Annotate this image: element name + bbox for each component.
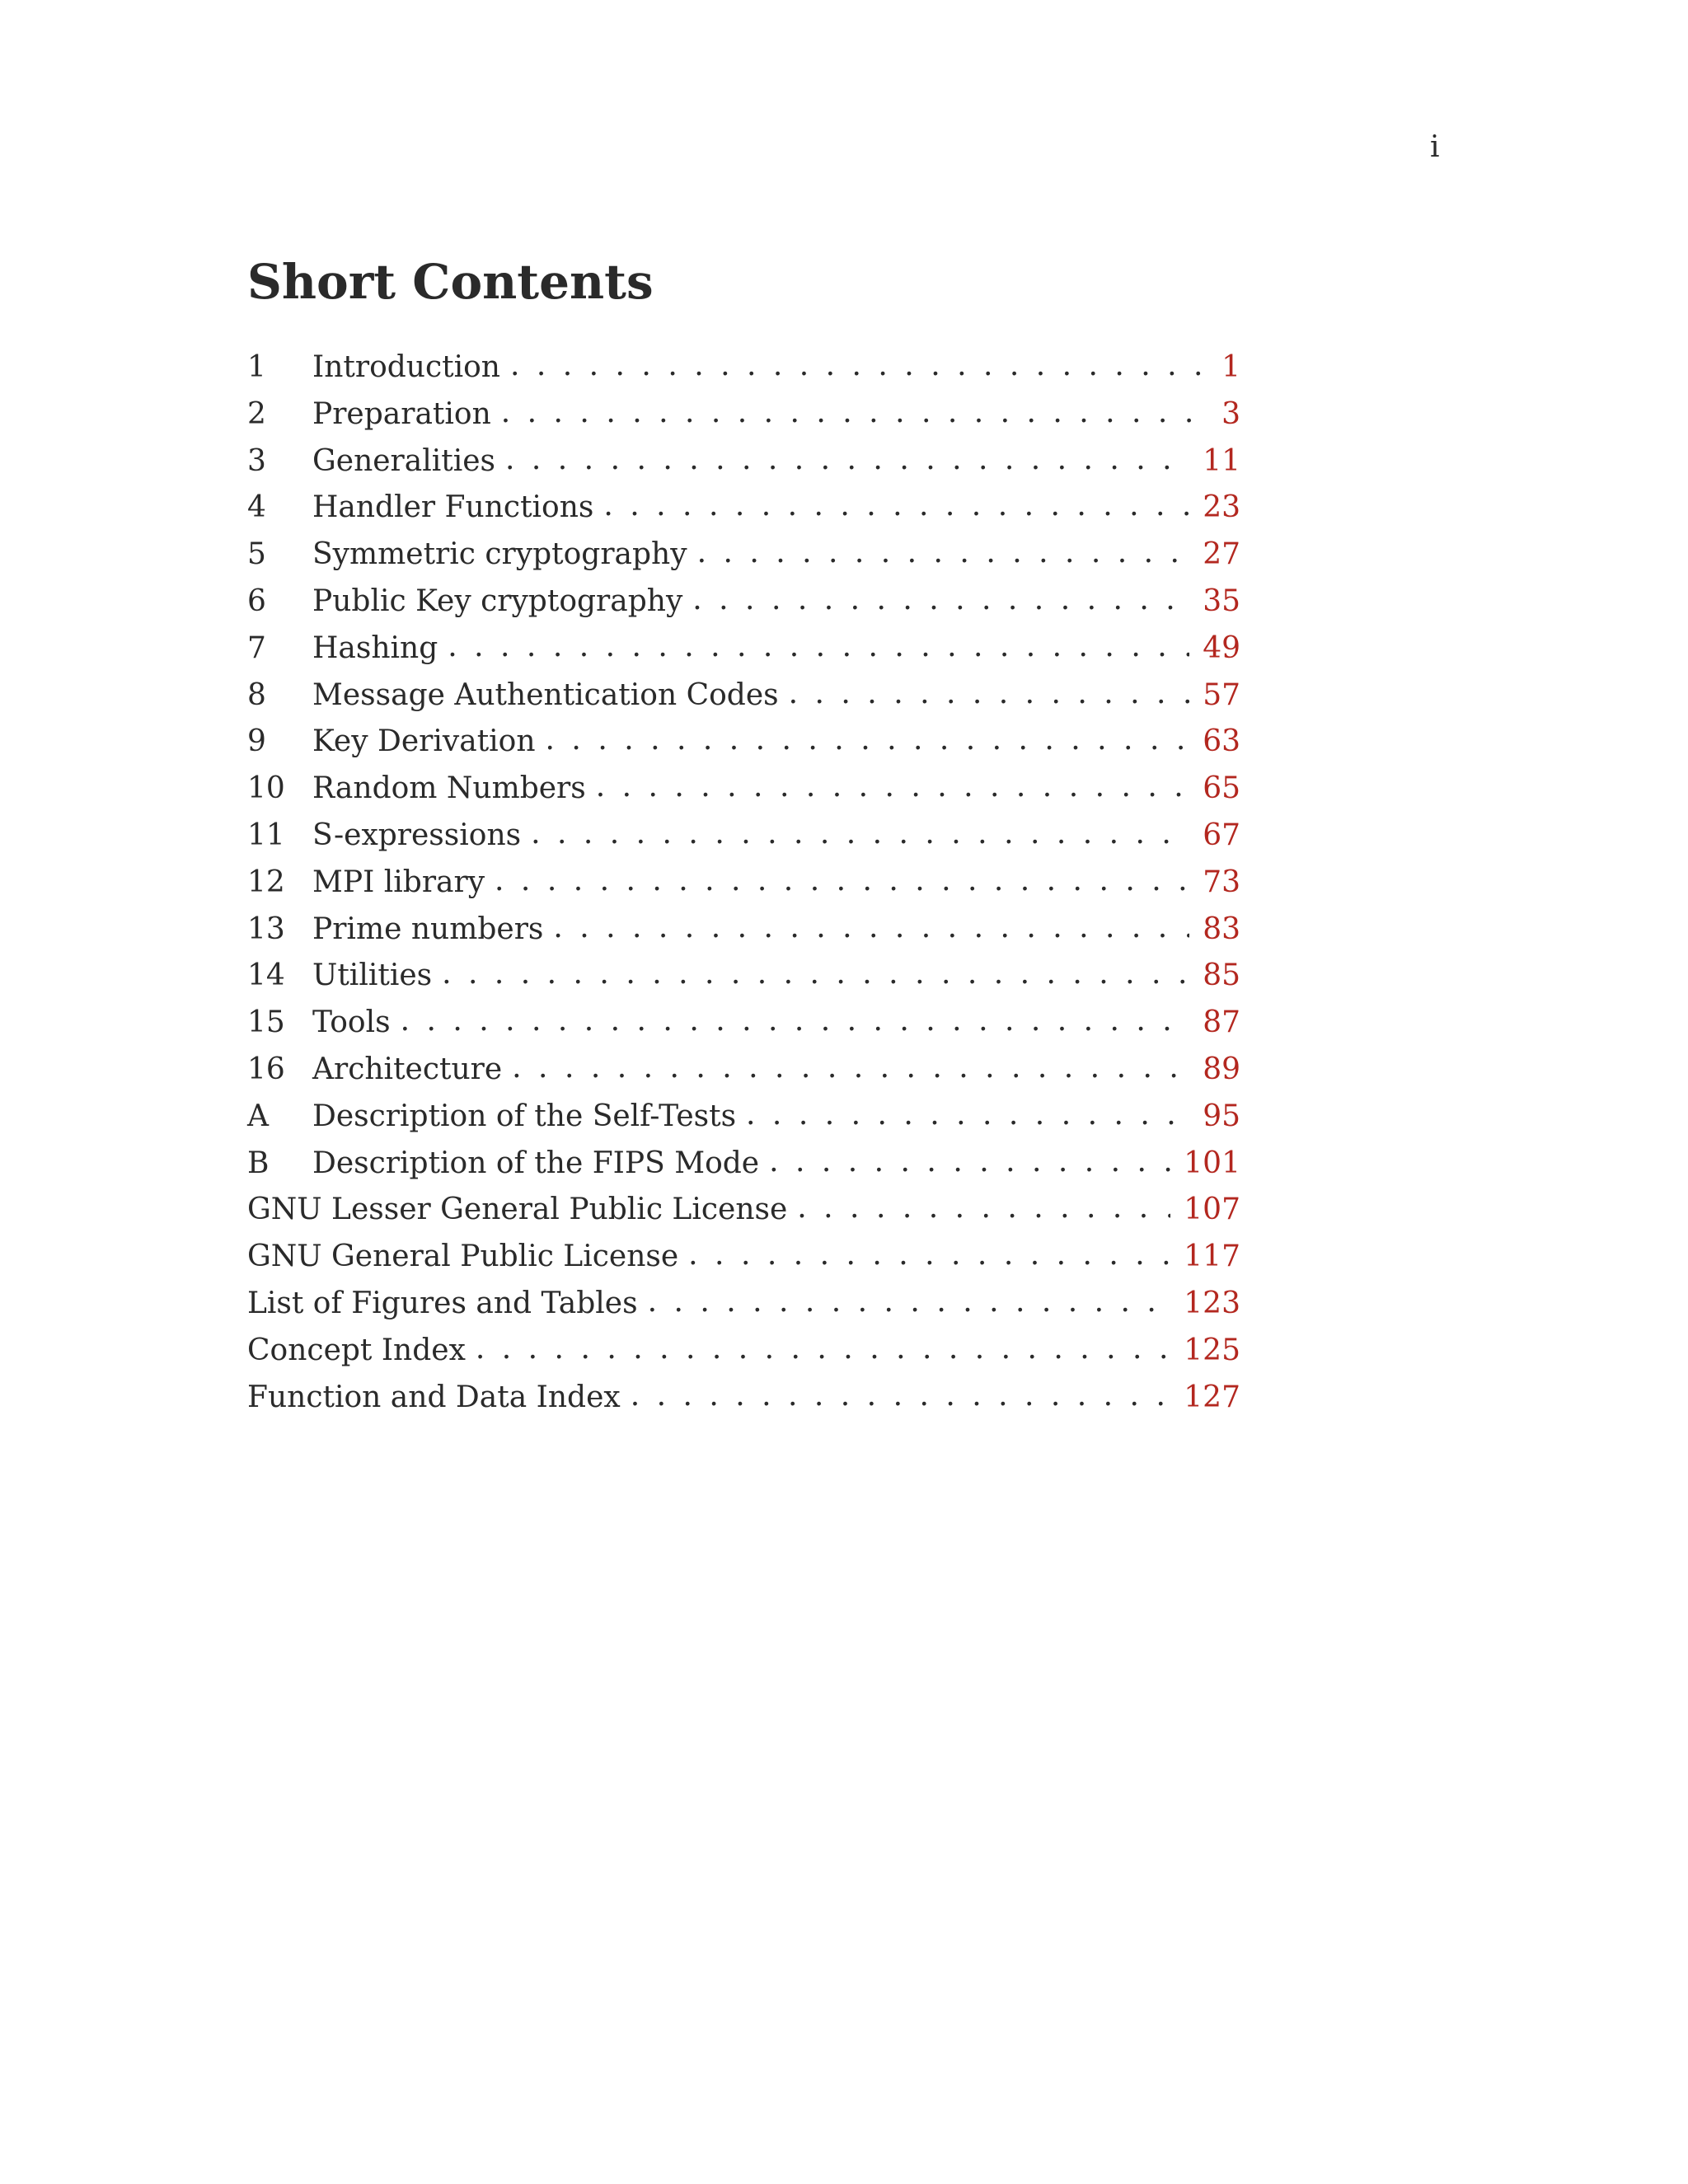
dot-leader: [495, 858, 1189, 905]
toc-entry-title: Public Key cryptography: [312, 583, 683, 618]
dot-leader: [512, 1045, 1189, 1092]
toc-entry-page-link[interactable]: 85: [1203, 958, 1240, 993]
toc-entry[interactable]: [247, 1234, 1240, 1281]
toc-entry-page-link[interactable]: 73: [1203, 865, 1240, 899]
toc-entry-page-link[interactable]: 83: [1203, 912, 1240, 946]
toc-entry-number: 16: [247, 1052, 285, 1086]
toc-entry-number: 15: [247, 1005, 285, 1040]
dot-leader: [746, 1092, 1189, 1139]
toc-entry-page-link[interactable]: 57: [1203, 677, 1240, 712]
dot-leader: [448, 624, 1189, 671]
toc-entry-number: 14: [247, 958, 285, 993]
toc-entry-title: Prime numbers: [312, 912, 544, 946]
toc-entry-title: Handler Functions: [312, 490, 594, 525]
toc-entry-page-link[interactable]: 123: [1184, 1286, 1240, 1320]
dot-leader: [553, 905, 1189, 952]
dot-leader: [442, 951, 1189, 998]
toc-entry-page-link[interactable]: 117: [1184, 1240, 1240, 1274]
toc-entry[interactable]: [247, 438, 1240, 485]
toc-entry-page-link[interactable]: 95: [1203, 1099, 1240, 1133]
toc-entry[interactable]: [247, 766, 1240, 813]
toc-entry-page-link[interactable]: 65: [1203, 771, 1240, 806]
toc-entry[interactable]: [247, 673, 1240, 719]
toc-entry[interactable]: [247, 1000, 1240, 1047]
toc-entry[interactable]: [247, 907, 1240, 954]
toc-entry-page-link[interactable]: 23: [1203, 490, 1240, 525]
toc-entry[interactable]: [247, 626, 1240, 673]
toc-entry-title: Key Derivation: [312, 724, 536, 759]
toc-entry-number: 3: [247, 443, 266, 478]
toc-entry-title: Symmetric cryptography: [312, 537, 687, 572]
dot-leader: [692, 577, 1189, 624]
toc-entry-number: A: [247, 1099, 269, 1133]
toc-entry[interactable]: [247, 532, 1240, 579]
toc-entry-number: 8: [247, 677, 266, 712]
toc-entry[interactable]: [247, 579, 1240, 626]
toc-entry-page-link[interactable]: 63: [1203, 724, 1240, 759]
dot-leader: [648, 1279, 1171, 1326]
toc-entry[interactable]: [247, 344, 1240, 391]
dot-leader: [546, 717, 1190, 764]
toc-entry-title: Random Numbers: [312, 771, 586, 806]
toc-entry[interactable]: [247, 813, 1240, 860]
toc-entry-number: 13: [247, 912, 285, 946]
table-of-contents: [247, 344, 1240, 1421]
toc-entry-title: S-expressions: [312, 818, 522, 852]
toc-entry-number: 11: [247, 818, 285, 852]
toc-entry-title: Architecture: [312, 1052, 503, 1086]
toc-entry-page-link[interactable]: 127: [1184, 1380, 1240, 1414]
page-title: Short Contents: [247, 254, 654, 310]
toc-entry-page-link[interactable]: 67: [1203, 818, 1240, 852]
toc-entry[interactable]: [247, 1187, 1240, 1234]
dot-leader: [531, 811, 1189, 858]
dot-leader: [603, 483, 1189, 530]
dot-leader: [697, 530, 1190, 577]
toc-entry[interactable]: [247, 485, 1240, 532]
toc-entry-page-link[interactable]: 87: [1203, 1005, 1240, 1040]
toc-entry-number: 9: [247, 724, 266, 759]
toc-entry-title: Generalities: [312, 443, 496, 478]
dot-leader: [510, 343, 1208, 390]
toc-entry-title: Introduction: [312, 350, 500, 384]
toc-entry[interactable]: [247, 860, 1240, 907]
dot-leader: [476, 1326, 1170, 1373]
dot-leader: [401, 998, 1190, 1045]
toc-entry-page-link[interactable]: 89: [1203, 1052, 1240, 1086]
toc-entry[interactable]: [247, 953, 1240, 1000]
toc-entry-number: 6: [247, 583, 266, 618]
toc-entry[interactable]: [247, 1094, 1240, 1141]
toc-entry-number: 12: [247, 865, 285, 899]
toc-entry-title: Description of the Self-Tests: [312, 1099, 737, 1133]
dot-leader: [596, 764, 1189, 811]
toc-entry-number: 10: [247, 771, 285, 806]
dot-leader: [505, 437, 1189, 484]
toc-entry-page-link[interactable]: 11: [1203, 443, 1240, 478]
dot-leader: [501, 390, 1208, 437]
page-number: i: [1430, 130, 1440, 164]
toc-entry-title: Concept Index: [247, 1333, 466, 1367]
toc-entry-page-link[interactable]: 3: [1221, 396, 1240, 431]
toc-entry-page-link[interactable]: 27: [1203, 537, 1240, 572]
toc-entry-number: 2: [247, 396, 266, 431]
toc-entry[interactable]: [247, 391, 1240, 438]
toc-entry-page-link[interactable]: 35: [1203, 583, 1240, 618]
toc-entry-number: 7: [247, 630, 266, 665]
toc-entry-page-link[interactable]: 125: [1184, 1333, 1240, 1367]
dot-leader: [797, 1185, 1170, 1232]
toc-entry-number: 1: [247, 350, 266, 384]
toc-entry-page-link[interactable]: 1: [1221, 350, 1240, 384]
toc-entry-page-link[interactable]: 101: [1184, 1146, 1240, 1180]
toc-entry-page-link[interactable]: 107: [1184, 1193, 1240, 1227]
dot-leader: [631, 1373, 1171, 1420]
toc-entry-title: GNU Lesser General Public License: [247, 1193, 788, 1227]
toc-entry[interactable]: [247, 1141, 1240, 1188]
toc-entry-title: Message Authentication Codes: [312, 677, 779, 712]
toc-entry-title: Utilities: [312, 958, 433, 993]
toc-entry-number: B: [247, 1146, 270, 1180]
dot-leader: [688, 1232, 1170, 1279]
toc-entry-title: Tools: [312, 1005, 391, 1040]
toc-entry[interactable]: [247, 719, 1240, 766]
toc-entry-title: Preparation: [312, 396, 491, 431]
toc-entry[interactable]: [247, 1047, 1240, 1094]
toc-entry-page-link[interactable]: 49: [1203, 630, 1240, 665]
toc-entry-number: 5: [247, 537, 266, 572]
dot-leader: [769, 1139, 1170, 1186]
toc-entry[interactable]: [247, 1375, 1240, 1422]
toc-entry[interactable]: [247, 1328, 1240, 1375]
toc-entry-title: Hashing: [312, 630, 438, 665]
dot-leader: [789, 671, 1190, 718]
toc-entry[interactable]: [247, 1281, 1240, 1328]
toc-entry-title: Function and Data Index: [247, 1380, 621, 1414]
toc-entry-title: Description of the FIPS Mode: [312, 1146, 760, 1180]
toc-entry-title: MPI library: [312, 865, 485, 899]
toc-entry-title: GNU General Public License: [247, 1240, 679, 1274]
toc-entry-title: List of Figures and Tables: [247, 1286, 638, 1320]
toc-entry-number: 4: [247, 490, 266, 525]
